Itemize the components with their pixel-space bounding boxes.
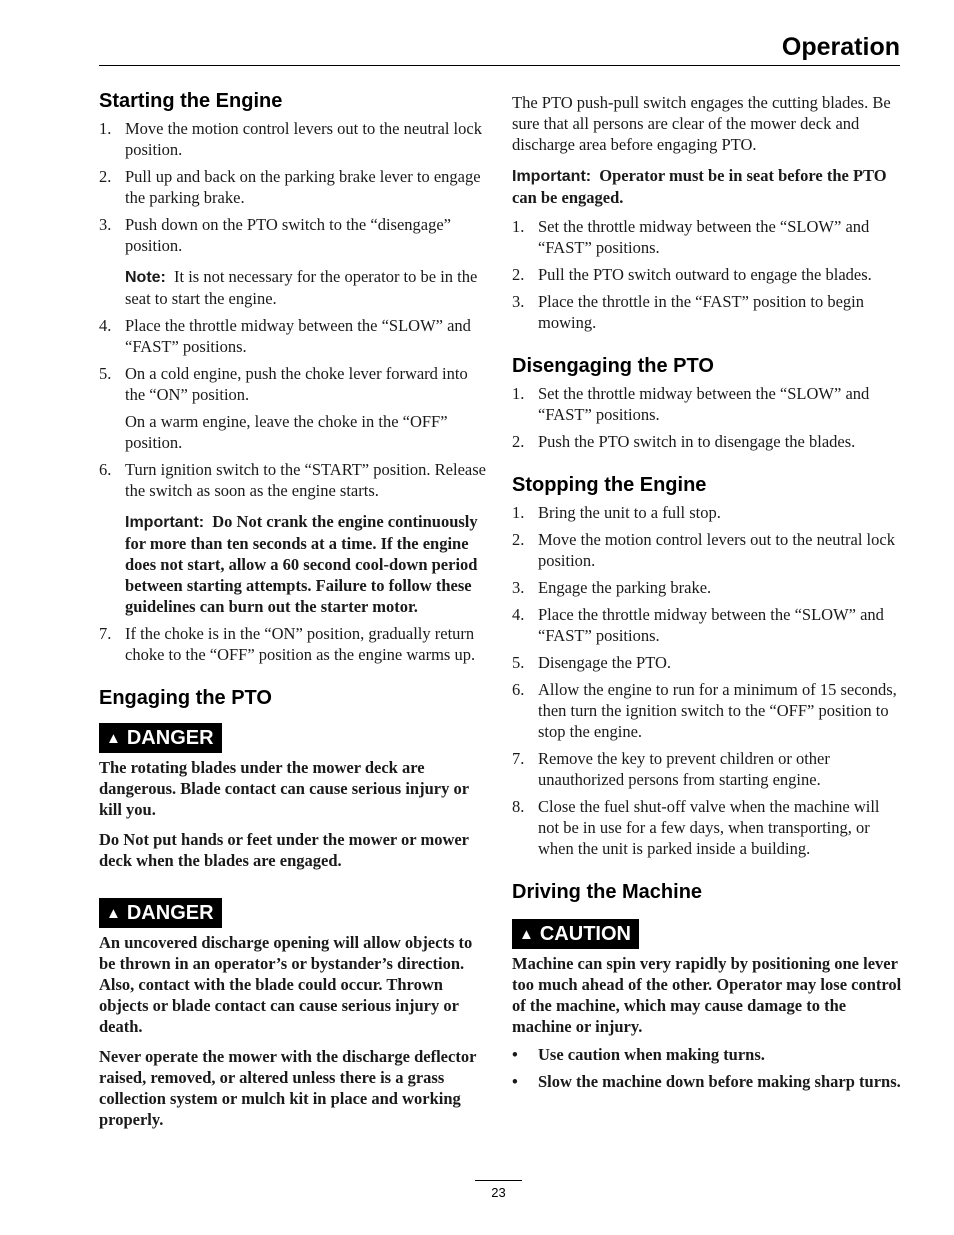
- list-item: 1. Set the throttle midway between the “SLOW” and “FAST” positions.: [512, 384, 870, 424]
- heading-disengaging-pto: Disengaging the PTO: [512, 355, 714, 377]
- list-item: 2. Push the PTO switch in to disengage the blades.: [512, 432, 856, 451]
- list-item: 1. Bring the unit to a full stop.: [512, 503, 721, 522]
- engage-steps: [512, 216, 902, 333]
- caution-bullets: [512, 1044, 902, 1092]
- list-item: 1. Set the throttle midway between the “SLOW” and “FAST” positions.: [512, 217, 870, 257]
- list-item: 1. Move the motion control levers out to the neutral lock position.: [99, 119, 482, 159]
- caution-text: Machine can spin very rapidly by positioning one lever too much ahead of the other. Operator may lose control of the machine, which may cause damage to the machine or injury.: [512, 954, 902, 1036]
- danger-message-1: [99, 757, 488, 871]
- important-label: Important:: [512, 168, 592, 185]
- caution-message: [512, 953, 902, 1037]
- list-item: 5. Disengage the PTO.: [512, 653, 672, 672]
- danger-badge: ▲ DANGER: [99, 723, 222, 753]
- list-item: 2. Pull the PTO switch outward to engage the blades.: [512, 265, 872, 284]
- important-block: Important: Operator must be in seat before the PTO can be engaged.: [512, 166, 887, 207]
- starting-steps-cont: [99, 315, 488, 405]
- danger-text: Never operate the mower with the discharge deflector raised, removed, or altered unless there is a grass collection system or mulch kit in place and working properly.: [99, 1047, 477, 1129]
- list-item: 7. Remove the key to prevent children or other unauthorized persons from starting engine.: [512, 749, 830, 789]
- list-item: 5. On a cold engine, push the choke lever forward into the “ON” position.: [99, 364, 468, 404]
- list-item: 4. Place the throttle midway between the “SLOW” and “FAST” positions.: [512, 605, 884, 645]
- list-item: 6. Allow the engine to run for a minimum of 15 seconds, then turn the ignition switch to the “OFF” position to stop the engine.: [512, 680, 897, 741]
- starting-steps: [99, 118, 488, 256]
- page-number: 23: [491, 1185, 506, 1200]
- right-column: [512, 92, 902, 1098]
- list-item: 2. Pull up and back on the parking brake lever to engage the parking brake.: [99, 167, 481, 207]
- danger-text: The rotating blades under the mower deck are dangerous. Blade contact can cause serious injury or kill you.: [99, 758, 469, 819]
- note-label: Note:: [125, 269, 166, 286]
- starting-steps-cont3: [99, 623, 488, 665]
- heading-stopping-engine: Stopping the Engine: [512, 474, 707, 496]
- list-item: 3. Place the throttle in the “FAST” position to begin mowing.: [512, 292, 864, 332]
- section-title: Operation: [781, 33, 900, 61]
- warning-triangle-icon: ▲: [519, 925, 534, 943]
- danger-badge: ▲ DANGER: [99, 898, 222, 928]
- footer-rule: [475, 1180, 522, 1181]
- warning-triangle-icon: ▲: [106, 904, 121, 922]
- list-item: 4. Place the throttle midway between the “SLOW” and “FAST” positions.: [99, 316, 471, 356]
- warning-triangle-icon: ▲: [106, 729, 121, 747]
- list-item: 8. Close the fuel shut-off valve when the machine will not be in use for a few days, when transporting, or when the unit is parked inside a building.: [512, 797, 880, 858]
- disengage-steps: [512, 383, 902, 452]
- important-label: Important:: [125, 514, 205, 531]
- heading-starting-engine: Starting the Engine: [99, 90, 283, 112]
- warm-engine-text: On a warm engine, leave the choke in the “OFF” position.: [125, 412, 448, 452]
- heading-engaging-pto: Engaging the PTO: [99, 687, 272, 709]
- page-header: [99, 32, 900, 66]
- list-item: 2. Move the motion control levers out to the neutral lock position.: [512, 530, 895, 570]
- note-block: Note: It is not necessary for the operator to be in the seat to start the engine.: [125, 267, 478, 308]
- pto-intro: The PTO push-pull switch engages the cutting blades. Be sure that all persons are clear of the mower deck and discharge area before engaging PTO.: [512, 93, 891, 154]
- caution-badge: ▲ CAUTION: [512, 919, 639, 949]
- left-column: [99, 88, 488, 1139]
- danger-text: An uncovered discharge opening will allow objects to be thrown in an operator’s or bystander’s direction. Also, contact with the blade could occur. Thrown objects or blade contact can cause serious injury or death.: [99, 933, 473, 1036]
- important-block: Important: Do Not crank the engine continuously for more than ten seconds at a time. If the engine does not start, allow a 60 second cool-down period between starting attempts. Failure to follow these guidelines can burn out the starter motor.: [125, 512, 478, 616]
- list-item: 3. Push down on the PTO switch to the “disengage” position.: [99, 215, 451, 255]
- starting-steps-cont2: [99, 459, 488, 501]
- danger-message-2: [99, 932, 488, 1130]
- list-item: 6. Turn ignition switch to the “START” position. Release the switch as soon as the engine starts.: [99, 460, 486, 500]
- stopping-steps: [512, 502, 902, 859]
- danger-text: Do Not put hands or feet under the mower or mower deck when the blades are engaged.: [99, 830, 469, 870]
- list-item: • Use caution when making turns.: [512, 1045, 765, 1064]
- list-item: 7. If the choke is in the “ON” position, gradually return choke to the “OFF” position as the engine warms up.: [99, 624, 476, 664]
- heading-driving-machine: Driving the Machine: [512, 881, 703, 903]
- list-item: • Slow the machine down before making sharp turns.: [512, 1072, 901, 1091]
- list-item: 3. Engage the parking brake.: [512, 578, 712, 597]
